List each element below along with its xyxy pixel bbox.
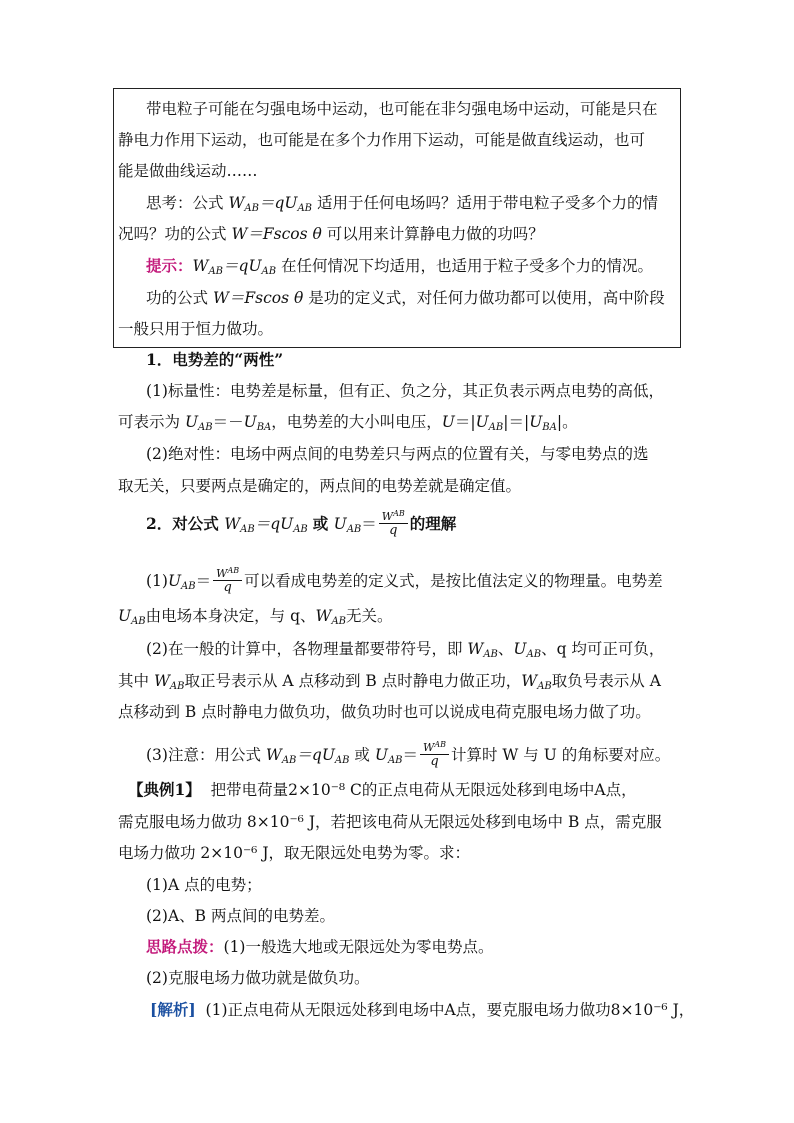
- hint-label: 思路点拨：: [146, 937, 224, 956]
- solution-line-1: [解析] (1)正点电荷从无限远处移到电场中A点，要克服电场力做功8×10⁻⁶ J，: [150, 1000, 695, 1019]
- fraction-wab-over-q: $\frac{W^{AB}}{q}$: [213, 565, 242, 595]
- hint-line-2: (2)克服电场力做功就是做负功。: [146, 969, 370, 987]
- tip-label: 提示：: [146, 256, 193, 275]
- section-2-p2-line-a: (2)在一般的计算中，各物理量都要带符号，即 $W_{AB}$、$U_{AB}$、q 均可正可负，: [146, 640, 665, 660]
- box-line-6-tip: 提示：$W_{AB}=qU_{AB}$ 在任何情况下均适用，也适用于粒子受多个力的情况。: [146, 256, 654, 277]
- box-line-8: 一般只用于恒力做功。: [118, 320, 274, 338]
- example-question-1: (1)A 点的电势；: [146, 876, 262, 894]
- section-2-p1-line-a: $(1)U_{AB}=$ $\frac{W^{AB}}{q}$ 可以看成电势差的定义式，是按比值法定义的物理量。电势差: [146, 566, 663, 595]
- example-line-2: 需克服电场力做功 8×10⁻⁶ J，若把该电荷从无限远处移到电场中 B 点，需克服: [118, 813, 662, 831]
- solution-label: [解析]: [150, 1000, 196, 1019]
- box-line-3: 能是做曲线运动……: [118, 162, 258, 180]
- fraction-wab-over-q: $\frac{W^{AB}}{q}$: [420, 739, 449, 769]
- hint-line-1: 思路点拨：(1)一般选大地或无限远处为零电势点。: [146, 937, 494, 956]
- section-2-p2-line-c: 点移动到 B 点时静电力做负功，做负功时也可以说成电荷克服电场力做了功。: [118, 703, 651, 721]
- section-2-heading: 2．对公式 $W_{AB}=qU_{AB}$ 或 $U_{AB}=$ $\frac{W^{AB}}{q}$ 的理解: [146, 509, 457, 538]
- box-line-1: 带电粒子可能在匀强电场中运动，也可能在非匀强电场中运动，可能是只在: [146, 100, 658, 118]
- section-1-p1-line-b: 可表示为 $U_{AB}=-U_{BA}$，电势差的大小叫电压，$U=|U_{AB}|=|U_{BA}|$。: [118, 413, 578, 433]
- section-1-heading: 1．电势差的“两性”: [146, 350, 284, 369]
- example-label: 【典例1】: [128, 780, 201, 799]
- example-question-2: (2)A、B 两点间的电势差。: [146, 907, 335, 925]
- box-line-5: 况吗？功的公式 W＝Fscos θ 可以用来计算静电力做的功吗？: [118, 225, 544, 243]
- section-1-p2-line-a: (2)绝对性：电场中两点间的电势差只与两点的位置有关，与零电势点的选: [146, 445, 649, 463]
- box-line-4: 思考：公式 $W_{AB}=qU_{AB}$ 适用于任何电场吗？适用于带电粒子受多个力的情: [146, 194, 658, 214]
- section-1-p1-line-a: (1)标量性：电势差是标量，但有正、负之分，其正负表示两点电势的高低，: [146, 382, 664, 400]
- section-2-p1-line-b: $U_{AB}$由电场本身决定，与 q、$W_{AB}$无关。: [118, 607, 393, 627]
- section-2-p2-line-b: 其中 $W_{AB}$取正号表示从 A 点移动到 B 点时静电力做正功，$W_{AB}$取负号表示从 A: [118, 672, 661, 692]
- section-2-p3: (3)注意：用公式 $W_{AB}=qU_{AB}$ 或 $U_{AB}=$ $\frac{W^{AB}}{q}$ 计算时 W 与 U 的角标要对应。: [146, 740, 671, 769]
- box-line-7: 功的公式 W＝Fscos θ 是功的定义式，对任何力做功都可以使用，高中阶段: [146, 289, 665, 307]
- box-line-2: 静电力作用下运动，也可能是在多个力作用下运动，可能是做直线运动，也可: [118, 131, 646, 149]
- section-1-p2-line-b: 取无关，只要两点是确定的，两点间的电势差就是确定值。: [118, 477, 522, 495]
- example-line-3: 电场力做功 2×10⁻⁶ J，取无限远处电势为零。求：: [118, 844, 471, 862]
- fraction-wab-over-q: $\frac{W^{AB}}{q}$: [379, 508, 408, 538]
- example-line-1: 【典例1】 把带电荷量2×10⁻⁸ C的正点电荷从无限远处移到电场中A点，: [128, 780, 637, 799]
